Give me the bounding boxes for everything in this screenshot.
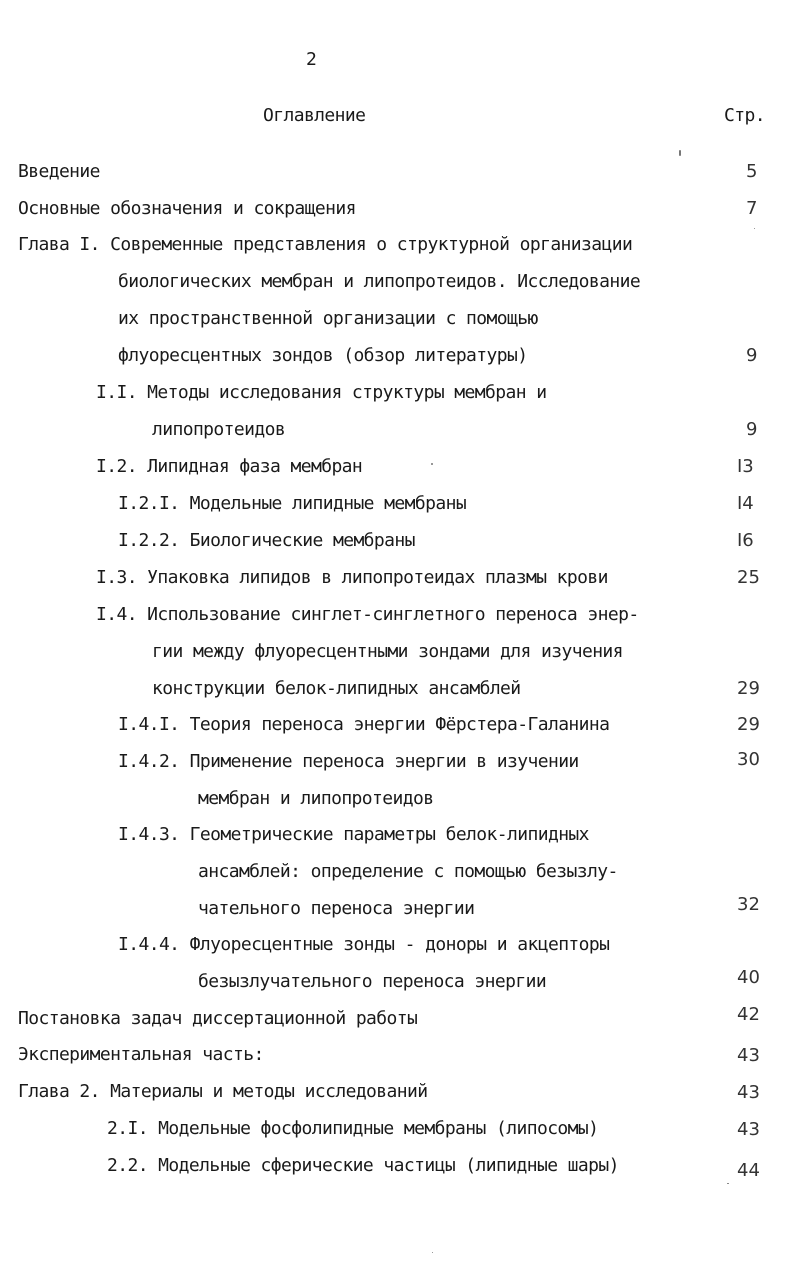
toc-page-1-4-2: 30 [737, 749, 760, 770]
toc-title: Оглавление [263, 105, 366, 126]
toc-entry-1-4-3-line-2: ансамблей: определение с помощью безызлу- [198, 861, 618, 882]
toc-page-2-2: 44 [737, 1160, 760, 1181]
toc-page-chapter-2: 43 [737, 1082, 760, 1103]
scan-speck [727, 1183, 729, 1184]
toc-page-1-1: 9 [746, 419, 758, 440]
toc-entry-1-4-4-line-2: безызлучательного переноса энергии [198, 971, 547, 992]
scan-speck [431, 463, 433, 465]
scan-speck [432, 1252, 433, 1253]
toc-page-1-4-3: 32 [737, 894, 760, 915]
toc-entry-1-4: I.4. Использование синглет-синглетного переноса энер- [96, 604, 639, 625]
toc-page-1-4-1: 29 [737, 714, 760, 735]
toc-entry-chapter-1: Глава I. Современные представления о структурной организации [18, 234, 633, 255]
toc-page-1-2-2: I6 [737, 530, 754, 551]
toc-entry-1-4-line-2: гии между флуоресцентными зондами для изучения [152, 641, 623, 662]
toc-entry-chapter-2: Глава 2. Материалы и методы исследований [18, 1081, 428, 1102]
scan-speck [754, 228, 755, 229]
toc-entry-chapter-1-line-4: флуоресцентных зондов (обзор литературы) [118, 345, 528, 366]
toc-entry-problem-statement: Постановка задач диссертационной работы [18, 1008, 418, 1029]
page-number: 2 [306, 49, 317, 70]
toc-entry-1-1: I.I. Методы исследования структуры мембран и [96, 382, 547, 403]
toc-entry-notation: Основные обозначения и сокращения [18, 198, 356, 219]
toc-page-2-1: 43 [737, 1119, 760, 1140]
toc-page-intro: 5 [746, 161, 758, 182]
toc-entry-1-2-1: I.2.I. Модельные липидные мембраны [118, 493, 467, 514]
toc-entry-2-1: 2.I. Модельные фосфолипидные мембраны (липосомы) [107, 1118, 599, 1139]
toc-entry-chapter-1-line-2: биологических мембран и липопротеидов. Исследование [118, 271, 641, 292]
toc-page-notation: 7 [746, 198, 758, 219]
toc-page-chapter-1: 9 [746, 345, 758, 366]
page-column-header: Стр. [724, 105, 765, 126]
toc-page-1-4-4: 40 [737, 967, 760, 988]
toc-entry-1-4-3-line-3: чательного переноса энергии [198, 898, 475, 919]
toc-entry-intro: Введение [18, 161, 100, 182]
toc-entry-2-2: 2.2. Модельные сферические частицы (липидные шары) [107, 1155, 619, 1176]
toc-entry-1-2-2: I.2.2. Биологические мембраны [118, 530, 415, 551]
toc-page-experimental-part: 43 [737, 1045, 760, 1066]
toc-entry-1-4-2-line-2: мембран и липопротеидов [198, 788, 434, 809]
toc-page-1-2: I3 [737, 456, 754, 477]
toc-entry-1-4-2: I.4.2. Применение переноса энергии в изучении [118, 751, 579, 772]
toc-page-problem-statement: 42 [737, 1004, 760, 1025]
toc-entry-chapter-1-line-3: их пространственной организации с помощью [118, 308, 538, 329]
toc-page-1-2-1: I4 [737, 493, 754, 514]
toc-entry-experimental-part: Экспериментальная часть: [18, 1044, 264, 1065]
scan-speck [679, 150, 681, 156]
toc-entry-1-4-4: I.4.4. Флуоресцентные зонды - доноры и акцепторы [118, 934, 610, 955]
toc-entry-1-4-line-3: конструкции белок-липидных ансамблей [152, 678, 521, 699]
toc-page-1-3: 25 [737, 567, 760, 588]
toc-page-1-4: 29 [737, 678, 760, 699]
toc-entry-1-1-line-2: липопротеидов [152, 419, 286, 440]
toc-entry-1-3: I.3. Упаковка липидов в липопротеидах плазмы крови [96, 567, 608, 588]
toc-entry-1-4-1: I.4.I. Теория переноса энергии Фёрстера-Галанина [118, 714, 610, 735]
toc-entry-1-2: I.2. Липидная фаза мембран [96, 456, 363, 477]
toc-entry-1-4-3: I.4.3. Геометрические параметры белок-липидных [118, 824, 589, 845]
